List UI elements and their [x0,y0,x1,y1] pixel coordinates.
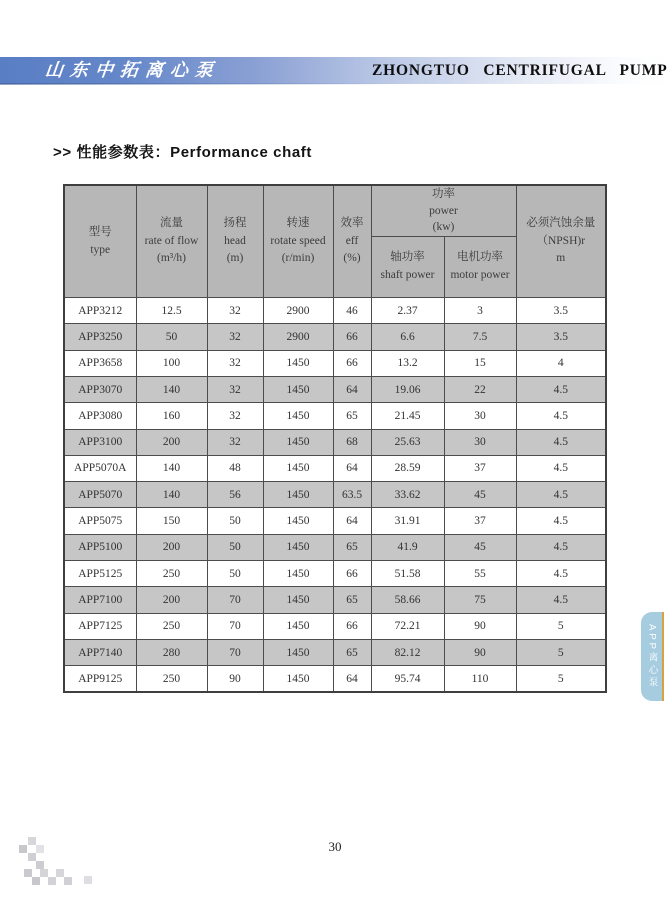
cell-motor-power: 7.5 [444,324,516,350]
cell-speed: 2900 [263,324,333,350]
cell-shaft-power: 21.45 [371,403,444,429]
table-row [64,482,606,508]
table-row [64,613,606,639]
cell-flow: 200 [136,587,207,613]
cell-shaft-power: 6.6 [371,324,444,350]
cell-head: 48 [207,455,263,481]
cell-npsh: 4.5 [516,376,606,402]
cell-shaft-power: 2.37 [371,298,444,324]
cell-speed: 1450 [263,350,333,376]
cell-type: APP3080 [64,403,136,429]
cell-head: 50 [207,508,263,534]
cell-motor-power: 37 [444,508,516,534]
cell-motor-power: 90 [444,613,516,639]
deco-square [28,853,36,861]
cell-head: 32 [207,324,263,350]
cell-npsh: 5 [516,639,606,665]
cell-npsh: 4.5 [516,508,606,534]
col-header-speed: 转速 rotate speed (r/min) [263,185,333,298]
cell-head: 90 [207,666,263,693]
cell-npsh: 5 [516,613,606,639]
deco-square [36,861,44,869]
cell-motor-power: 15 [444,350,516,376]
cell-shaft-power: 33.62 [371,482,444,508]
table-row [64,560,606,586]
cell-head: 50 [207,534,263,560]
cell-motor-power: 30 [444,429,516,455]
cell-type: APP3100 [64,429,136,455]
cell-npsh: 4.5 [516,560,606,586]
deco-square [36,845,44,853]
cell-speed: 1450 [263,613,333,639]
deco-square [48,877,56,885]
cell-type: APP3212 [64,298,136,324]
cell-motor-power: 30 [444,403,516,429]
brand-title-en: ZHONGTUO CENTRIFUGAL PUMP [372,62,668,79]
cell-type: APP7140 [64,639,136,665]
cell-motor-power: 3 [444,298,516,324]
section-title: >> 性能参数表：Performance chaft [53,144,312,161]
brand-calligraphy-cn: 山东中拓离心泵 [43,60,222,81]
cell-shaft-power: 25.63 [371,429,444,455]
cell-flow: 250 [136,560,207,586]
cell-shaft-power: 95.74 [371,666,444,693]
cell-flow: 50 [136,324,207,350]
cell-head: 32 [207,403,263,429]
cell-motor-power: 45 [444,482,516,508]
deco-square [32,877,40,885]
table-row [64,587,606,613]
deco-square [56,869,64,877]
deco-square [28,837,36,845]
cell-speed: 1450 [263,508,333,534]
cell-motor-power: 22 [444,376,516,402]
cell-motor-power: 110 [444,666,516,693]
cell-eff: 66 [333,560,371,586]
performance-table-wrap [63,184,607,693]
cell-eff: 66 [333,350,371,376]
cell-head: 70 [207,639,263,665]
cell-npsh: 4.5 [516,587,606,613]
cell-shaft-power: 31.91 [371,508,444,534]
page-number: 30 [328,839,342,854]
cell-shaft-power: 72.21 [371,613,444,639]
deco-square [19,845,27,853]
brand-bar [0,57,670,84]
col-header-eff: 效率 eff (%) [333,185,371,298]
performance-table [63,184,607,693]
cell-eff: 66 [333,613,371,639]
side-tab-app-pump[interactable] [641,612,664,701]
cell-type: APP3070 [64,376,136,402]
cell-speed: 1450 [263,560,333,586]
cell-type: APP5125 [64,560,136,586]
cell-type: APP5070 [64,482,136,508]
col-header-power-group: 功率 power (kw) [371,185,516,237]
cell-speed: 1450 [263,587,333,613]
cell-head: 56 [207,482,263,508]
cell-speed: 1450 [263,429,333,455]
cell-flow: 250 [136,666,207,693]
cell-type: APP5075 [64,508,136,534]
cell-eff: 65 [333,403,371,429]
cell-npsh: 4.5 [516,482,606,508]
cell-npsh: 4.5 [516,403,606,429]
cell-speed: 1450 [263,376,333,402]
cell-motor-power: 45 [444,534,516,560]
cell-motor-power: 90 [444,639,516,665]
cell-flow: 12.5 [136,298,207,324]
cell-shaft-power: 51.58 [371,560,444,586]
cell-speed: 1450 [263,455,333,481]
cell-eff: 68 [333,429,371,455]
cell-eff: 63.5 [333,482,371,508]
cell-eff: 64 [333,666,371,693]
cell-flow: 160 [136,403,207,429]
cell-shaft-power: 58.66 [371,587,444,613]
cell-head: 32 [207,350,263,376]
cell-shaft-power: 13.2 [371,350,444,376]
table-row [64,324,606,350]
cell-eff: 65 [333,534,371,560]
cell-npsh: 4.5 [516,429,606,455]
cell-head: 70 [207,613,263,639]
cell-eff: 66 [333,324,371,350]
table-row [64,639,606,665]
cell-npsh: 4.5 [516,534,606,560]
cell-flow: 200 [136,429,207,455]
cell-motor-power: 55 [444,560,516,586]
cell-eff: 65 [333,587,371,613]
cell-speed: 1450 [263,534,333,560]
cell-shaft-power: 28.59 [371,455,444,481]
cell-eff: 64 [333,376,371,402]
table-header [64,185,606,298]
cell-type: APP7125 [64,613,136,639]
table-row [64,403,606,429]
cell-type: APP7100 [64,587,136,613]
cell-speed: 2900 [263,298,333,324]
cell-speed: 1450 [263,666,333,693]
cell-type: APP3250 [64,324,136,350]
cell-type: APP5100 [64,534,136,560]
col-header-motor-power: 电机功率 motor power [444,237,516,298]
cell-npsh: 3.5 [516,298,606,324]
cell-npsh: 4.5 [516,455,606,481]
table-row [64,429,606,455]
cell-head: 70 [207,587,263,613]
cell-eff: 65 [333,639,371,665]
cell-shaft-power: 82.12 [371,639,444,665]
col-header-flow: 流量 rate of flow (m³/h) [136,185,207,298]
cell-eff: 64 [333,508,371,534]
table-row [64,376,606,402]
table-row [64,508,606,534]
cell-head: 32 [207,298,263,324]
cell-head: 50 [207,560,263,586]
cell-head: 32 [207,429,263,455]
cell-flow: 150 [136,508,207,534]
deco-square [24,869,32,877]
cell-motor-power: 75 [444,587,516,613]
table-row [64,350,606,376]
table-row [64,666,606,693]
cell-npsh: 4 [516,350,606,376]
cell-speed: 1450 [263,403,333,429]
deco-square [40,869,48,877]
cell-eff: 46 [333,298,371,324]
col-header-type: 型号 type [64,185,136,298]
cell-npsh: 3.5 [516,324,606,350]
cell-shaft-power: 41.9 [371,534,444,560]
table-row [64,455,606,481]
table-body [64,298,606,693]
side-tab-label: APP离心泵 [646,623,658,690]
cell-flow: 100 [136,350,207,376]
cell-flow: 140 [136,376,207,402]
cell-head: 32 [207,376,263,402]
cell-type: APP9125 [64,666,136,693]
cell-speed: 1450 [263,482,333,508]
cell-motor-power: 37 [444,455,516,481]
cell-flow: 140 [136,482,207,508]
deco-square [64,877,72,885]
deco-square [84,876,92,884]
cell-shaft-power: 19.06 [371,376,444,402]
cell-flow: 280 [136,639,207,665]
cell-type: APP3658 [64,350,136,376]
cell-speed: 1450 [263,639,333,665]
cell-npsh: 5 [516,666,606,693]
cell-type: APP5070A [64,455,136,481]
cell-eff: 64 [333,455,371,481]
col-header-npsh: 必须汽蚀余量 （NPSH)r m [516,185,606,298]
table-row [64,534,606,560]
cell-flow: 200 [136,534,207,560]
cell-flow: 250 [136,613,207,639]
col-header-head: 扬程 head (m) [207,185,263,298]
cell-flow: 140 [136,455,207,481]
col-header-shaft-power: 轴功率 shaft power [371,237,444,298]
table-row [64,298,606,324]
